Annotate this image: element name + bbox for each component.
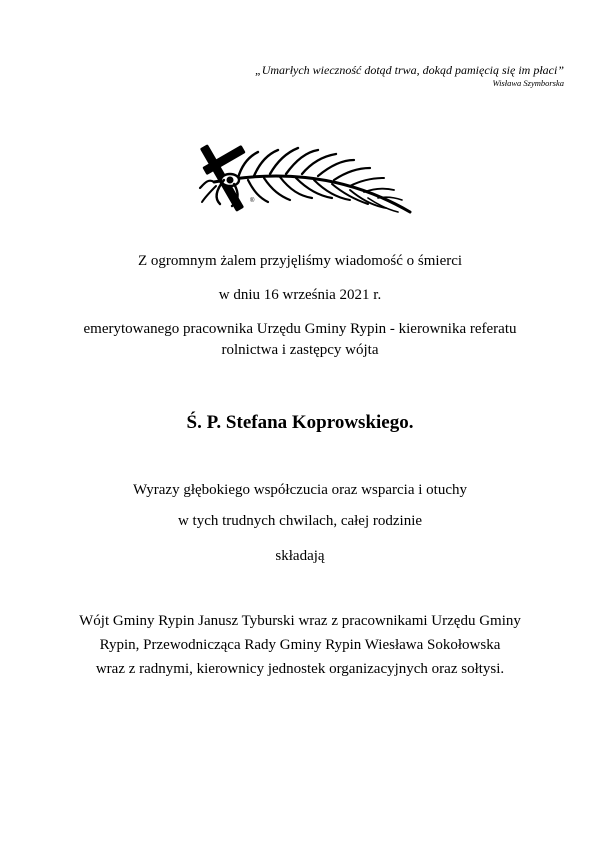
condolences-line-1: Wyrazy głębokiego współczucia oraz wsparcia i otuchy: [133, 482, 467, 498]
announcement-line-4: rolnictwa i zastępcy wójta: [221, 342, 379, 358]
signatories-line-1: Wójt Gminy Rypin Janusz Tyburski wraz z pracownikami Urzędu Gminy: [79, 613, 521, 629]
epigraph-author: Wisława Szymborska: [492, 78, 564, 88]
announcement-line-1: Z ogromnym żalem przyjęliśmy wiadomość o śmierci: [137, 253, 463, 269]
deceased-name: Ś. P. Stefana Koprowskiego.: [186, 412, 414, 433]
registered-mark: ®: [250, 198, 255, 204]
condolences-line-2: w tych trudnych chwilach, całej rodzinie: [177, 513, 423, 529]
signatories-line-3: wraz z radnymi, kierownicy jednostek organizacyjnych oraz sołtysi.: [95, 661, 505, 677]
signatories-line-2: Rypin, Przewodnicząca Rady Gminy Rypin Wiesława Sokołowska: [99, 637, 501, 653]
announcement-date: w dniu 16 września 2021 r.: [218, 287, 382, 303]
cross-with-palm-branch-icon: [198, 132, 413, 216]
epigraph: [255, 62, 564, 88]
epigraph-quote: „Umarłych wieczność dotąd trwa, dokąd pamięcią się im płaci”: [255, 63, 564, 77]
announcement-line-3: emerytowanego pracownika Urzędu Gminy Rypin - kierownika referatu: [83, 321, 517, 337]
condolences-line-3: składają: [275, 548, 325, 564]
